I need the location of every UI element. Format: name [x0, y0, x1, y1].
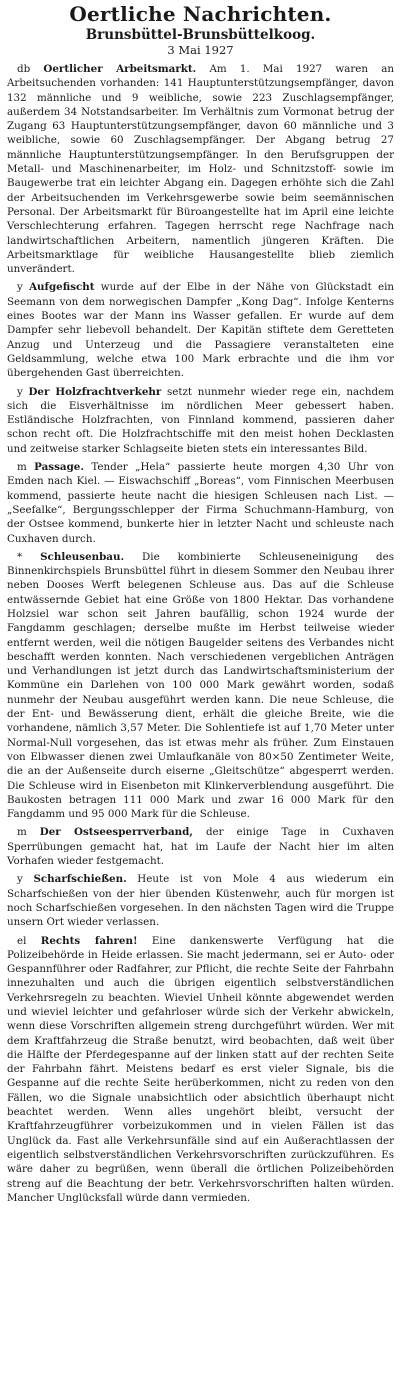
dateline: 3 Mai 1927 [167, 43, 234, 57]
author-signature: y [17, 281, 23, 294]
article-body: der einige Tage in Cuxhaven Sperrübungen gemacht hat, hat im Laufe der Nacht hier im alten Vorhafen wieder festgemacht. [7, 826, 394, 868]
article-body: Die kombinierte Schleuseneinigung des Binnenkirchspiels Brunsbüttel führt in diesem Sommer den Neubau ihrer neben Dooses Werft belegenen Schleuse aus. Das auf die Schleuse entwässernde Gebiet hat eine Größe von 1800 Hektar. Das vorhandene Holzsiel war schon seit Jahren baufällig, schon 1924 wurde der Fangdamm geschlagen; derselbe mußte im Herbst teilweise wieder entfernt werden, weil die nötigen Baugelder seitens des Verbandes nicht beschafft werden konnten. Nach verschiedenen vergeblichen Anträgen und Verhandlungen ist jetzt durch das Landwirtschaftsministerium der Kommüne ein Darlehen von 100 000 Mark gewährt worden, sodaß nunmehr der Neubau ausgeführt werden kann. Die neue Schleuse, die der Ent- und Bewässerung dient, erhält die gleiche Breite, wie die vorhandene, nämlich 3,57 Meter. Die Sohlentiefe ist auf 1,70 Meter unter Normal-Null vorgesehen, das ist etwas mehr als früher. Zum Einstauen von Elbwasser dienen zwei Umlaufkanäle von 80×50 Zentimeter Weite, die an der Außenseite durch eiserne „Gleitschütze“ abgesperrt werden. Die Schleuse wird in Eisenbeton mit Klinkerverblendung ausgeführt. Die Baukosten betragen 111 000 Mark und zwar 16 000 Mark für den Fangdamm und 95 000 Mark für die Schleuse. [7, 550, 394, 821]
article-ostseesperrverband [7, 825, 394, 868]
article-paragraph [7, 62, 394, 276]
article-headline: Der Ostseesperrverband, [39, 826, 193, 839]
article-scharfschiessen [7, 872, 394, 929]
section-subhead: Brunsbüttel-Brunsbüttelkoog. [85, 27, 316, 43]
article-headline: Schleusenbau. [40, 550, 125, 563]
author-signature: y [17, 385, 23, 398]
author-signature: m [17, 461, 27, 474]
article-body: wurde auf der Elbe in der Nähe von Glückstadt ein Seemann von dem norwegischen Dampfer „Kong Dag“. Infolge Kenterns eines Bootes war der Mann ins Wasser gefallen. Er wurde auf dem Dampfer sehr liebevoll behandelt. Der Kapitän stiftete dem Geretteten Anzug und Unterzeug und die Passagiere veranstalteten eine Geldsammlung, welche etwa 100 Mark erbrachte und die ihm vor übergehenden Gast überreichten. [7, 281, 395, 380]
article-headline: Scharfschießen. [33, 873, 127, 886]
article-arbeitsmarkt [7, 62, 394, 276]
article-headline: Passage. [34, 461, 84, 474]
article-holzfrachtverkehr [7, 385, 394, 456]
author-signature: m [17, 826, 27, 839]
article-headline: Oertlicher Arbeitsmarkt. [43, 63, 197, 75]
article-aufgefischt [7, 280, 394, 380]
article-paragraph [7, 872, 394, 929]
author-signature: * [17, 550, 23, 563]
article-passage [7, 460, 394, 546]
article-headline: Rechts fahren! [40, 934, 138, 947]
article-headline: Der Holzfrachtverkehr [28, 385, 162, 398]
article-body: Am 1. Mai 1927 waren an Arbeitsuchenden vorhanden: 141 Hauptunterstützungsempfänger, davon 132 männliche und 9 weibliche, sowie 223 Zuschlagsempfänger, außerdem 34 Notstandsarbeiter. Im Verhältnis zum Vormonat betrug der Zugang 63 Hauptunterstützungsempfänger, davon 60 männliche und 3 weibliche, sowie 60 Zuschlagsempfänger. Der Abgang betrug 27 männliche Hauptunterstützungsempfänger. In den Berufsgruppen der Metall- und Maschinenarbeiter, im Holz- und Schnitzstoff- sowie im Baugewerbe trat ein leichter Abgang ein. Dagegen erhöhte sich die Zahl der Arbeitsuchenden im Verkehrsgewerbe sowie beim seemännischen Personal. Der Arbeitsmarkt für Büroangestellte hat im April eine leichte Verschlechterung erfahren. Tagegen herrscht rege Nachfrage nach landwirtschaftlichen Arbeitern, namentlich jüngeren Kräften. Die Arbeitsmarktlage für weibliche Hausangestellte blieb ziemlich unverändert. [7, 63, 394, 276]
author-signature: el [17, 934, 27, 947]
article-paragraph [7, 460, 394, 546]
article-body: Eine dankenswerte Verfügung hat die Polizeibehörde in Heide erlassen. Sie macht jedermann, sei er Auto- oder Gespannführer oder Radfahrer, zur Pflicht, die rechte Seite der Fahrbahn innezuhalten und auch die übrigen eigentlich selbstverständlichen Verkehrsregeln zu beachten. Wieviel Unheil könnte abgewendet werden und wieviel leichter und gefahrloser würde sich der Verkehr abwickeln, wenn diese Vorschriften allgemein streng durchgeführt würden. Wer mit dem Kraftfahrzeug die Straße benutzt, wird beobachten, daß weit über die Hälfte der Pferdegespanne auf der linken statt auf der rechten Seite der Fahrbahn fährt. Meistens bedarf es erst vieler Signale, bis die Gespanne auf die rechte Seite herüberkommen, nicht zu reden von den Fällen, wo die Signale unabsichtlich oder absichtlich überhaupt nicht beachtet werden. Wenn alles ungehört bleibt, versucht der Kraftfahrzeugführer vorbeizukommen und in vielen Fällen ist das Unglück da. Fast alle Verkehrsunfälle sind auf ein Außerachtlassen der eigentlich selbstverständlichen Verkehrsvorschriften zurückzuführen. Es wäre daher zu begrüßen, wenn überall die örtlichen Polizeibehörden streng auf die Beachtung der betr. Verkehrsvorschriften halten würden. Mancher Unglücksfall würde dann vermieden. [7, 934, 394, 1204]
article-paragraph [7, 385, 394, 456]
article-headline: Aufgefischt [29, 281, 95, 294]
article-paragraph [7, 825, 394, 868]
article-body: Tender „Hela“ passierte heute morgen 4,30 Uhr von Emden nach Kiel. — Eiswachschiff „Boreas“, vom Finnischen Meerbusen kommend, passierte heute nacht die hiesigen Schleusen nach List. — „Seefalke“, Bergungsschlepper der Firma Schuchmann-Hamburg, von der Ostsee kommend, bunkerte hier in letzter Nacht und schleuste nach Cuxhaven durch. [7, 461, 395, 545]
article-paragraph [7, 934, 394, 1206]
article-paragraph [7, 280, 394, 380]
masthead: Oertliche Nachrichten. [69, 2, 332, 26]
author-signature: y [17, 873, 23, 886]
article-body: Heute ist von Mole 4 aus wiederum ein Scharfschießen von der hier übenden Küstenwehr, auch für morgen ist noch Scharfschießen vorgesehen. In den nächsten Tagen wird die Truppe unsern Ort wieder verlassen. [7, 873, 394, 929]
article-paragraph [7, 550, 394, 822]
article-body: setzt nunmehr wieder rege ein, nachdem sich die Eisverhältnisse im nördlichen Meer gebessert haben. Estländische Holzfrachten, von Finnland kommend, passieren daher schon recht oft. Die Holzfrachtschiffe mit den meist hohen Decklasten und zeitweise starker Schlagseite bieten stets ein interessantes Bild. [7, 385, 395, 455]
article-schleusenbau [7, 550, 394, 822]
author-signature: db [17, 63, 31, 75]
article-rechts-fahren [7, 934, 394, 1206]
